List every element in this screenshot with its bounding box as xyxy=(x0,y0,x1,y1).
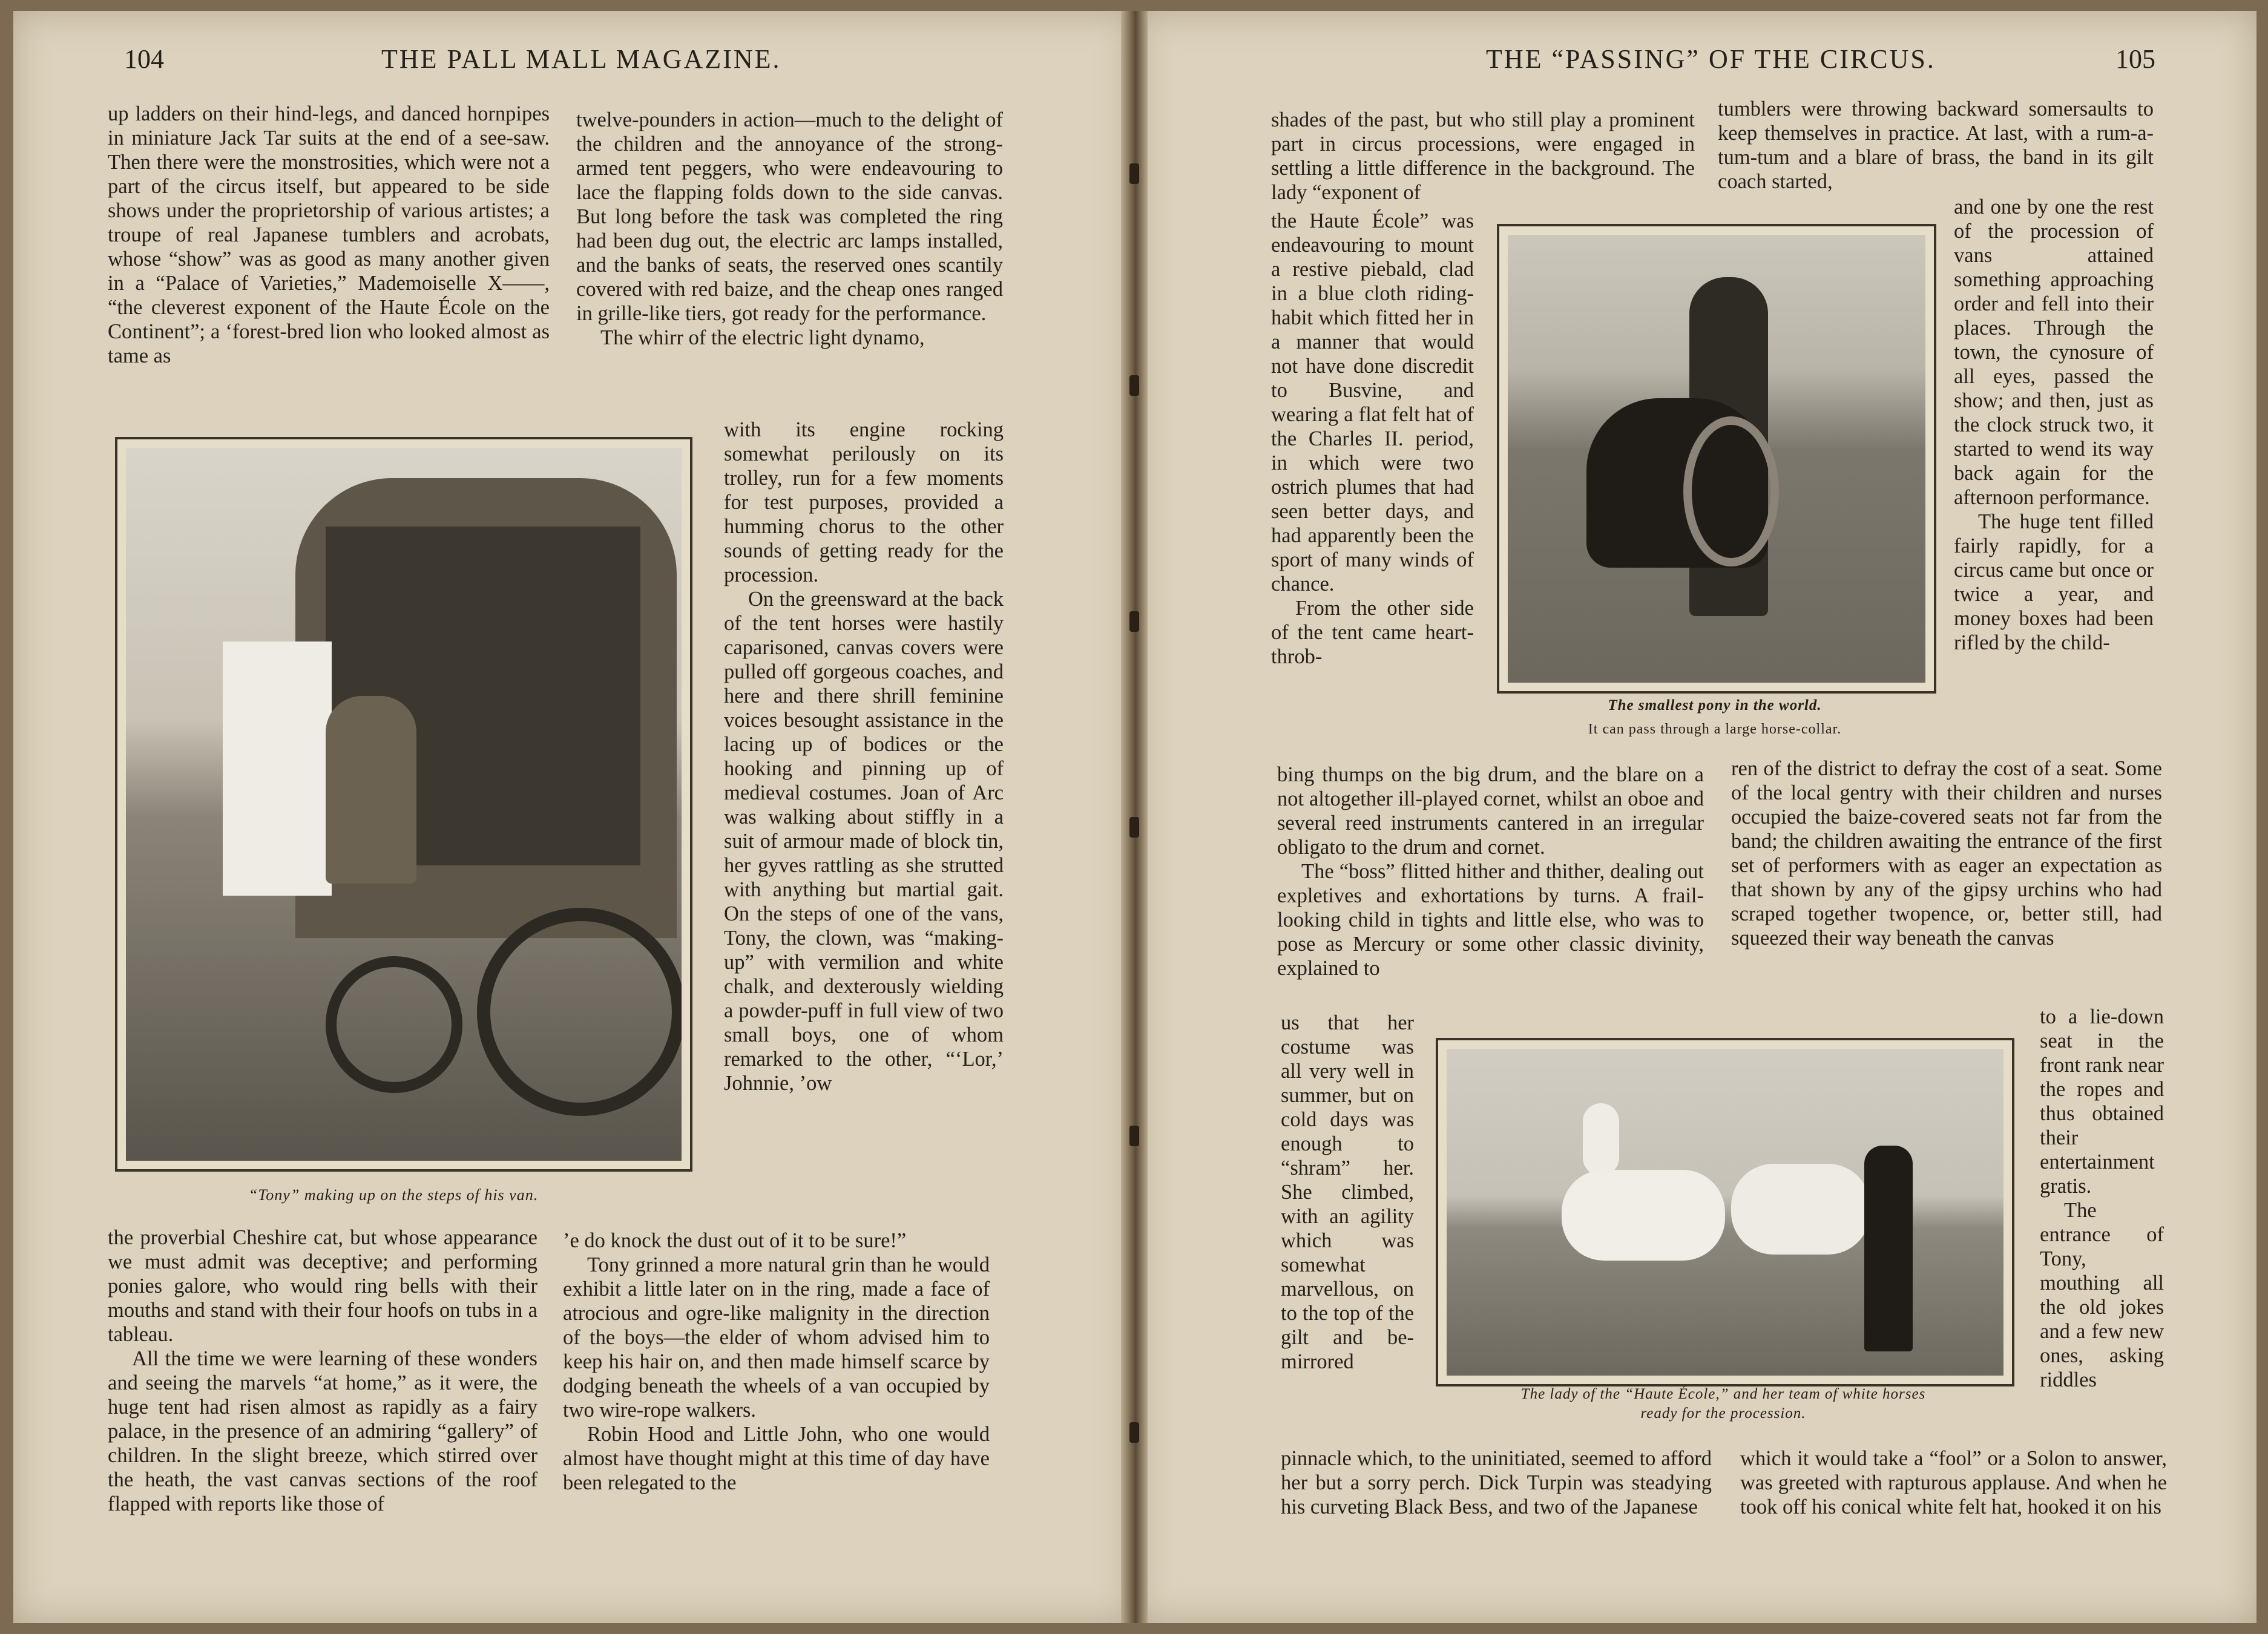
binding-stitch xyxy=(1129,817,1139,838)
right-col2-bottom: which it would take a “fool” or a Solon to answer, was greeted with rapturous applause. And when he took off his conical white felt hat, hooked it on his xyxy=(1740,1447,2167,1518)
binding-stitch xyxy=(1129,611,1139,632)
binding-stitch xyxy=(1129,1126,1139,1146)
binding-stitch xyxy=(1129,163,1139,184)
right-col1-narrow: the Haute École” was endeavouring to mount a restive piebald, clad in a blue cloth riding-habit which fitted her in a manner that would not have done discredit to Busvine, and wearing a flat felt hat of the Charles II. period, in which were two ostrich plumes that had seen better days, and had apparently been the sport of many winds of chance. From the other side of the tent came heart-throb- xyxy=(1271,209,1474,668)
left-folio: 104 xyxy=(124,44,164,74)
left-col2-narrow: with its engine rocking somewhat perilously on its trolley, run for a few moments for test purposes, provided a humming chorus to the other sounds of getting ready for the procession. On the greensward at the back of the tent horses were hastily caparisoned, canvas covers were pulled off gorgeous coaches, and here and there shrill feminine voices besought assistance in the lacing up of bodices or the hooking and pinning up of medieval costumes. Joan of Arc was walking about stiffly in a suit of armour made of block tin, her gyves rattling as she strutted with anything but martial gait. On the steps of one of the vans, Tony, the clown, was “making-up” with vermilion and white chalk, and dexterously wielding a powder-puff in full view of two small boys, one of whom remarked to the other, “‘Lor,’ Johnnie, ’ow xyxy=(724,418,1004,1095)
right-col1-mid: bing thumps on the big drum, and the blare on a not altogether ill-played cornet, whilst an oboe and several reed instruments cantered in an irregular obligato to the drum and cornet. The “boss” flitted hither and thither, dealing out expletives and exhortations by turns. A frail-looking child in tights and little else, who was to pose as Mercury or some other classic divinity, explained to xyxy=(1277,763,1704,980)
smallest-pony-image xyxy=(1508,235,1925,683)
smallest-pony-caption: The smallest pony in the world. xyxy=(1608,697,1822,714)
smallest-pony-photo xyxy=(1497,224,1936,694)
right-col1-bottom: pinnacle which, to the uninitiated, seemed to afford her but a sorry perch. Dick Turpin was steadying his curveting Black Bess, and two of the Japanese xyxy=(1281,1447,1712,1518)
haute-ecole-caption-line1: The lady of the “Haute École,” and her team of white horses xyxy=(1520,1386,1926,1402)
left-col1-bottom: the proverbial Cheshire cat, but whose appearance we must admit was deceptive; and performing ponies galore, who would ring bells with their mouths and stand with their four hoofs on tubs in a tableau. All the time we were learning of these wonders and seeing the marvels “at home,” as it were, the huge tent had risen almost as rapidly as a fairy palace, in the presence of an admiring “gallery” of children. In the slight breeze, which stirred over the heath, the vast canvas sections of the roof flapped with reports like those of xyxy=(108,1226,537,1515)
tony-van-caption: “Tony” making up on the steps of his van. xyxy=(248,1186,539,1204)
smallest-pony-subcaption: It can pass through a large horse-collar. xyxy=(1588,721,1842,737)
tony-van-image xyxy=(126,448,682,1161)
tony-van-photo xyxy=(115,437,692,1172)
right-col2-narrow: and one by one the rest of the procession of vans attained something approaching order and fell into their places. Through the town, the cynosure of all eyes, passed the show; and then, just as the clock struck two, it started to wend its way back again for the afternoon performance. The huge tent filled fairly rapidly, for a circus came but once or twice a year, and money boxes had been rifled by the child- xyxy=(1954,195,2154,654)
haute-ecole-caption-line2: ready for the procession. xyxy=(1640,1405,1806,1422)
binding-stitch xyxy=(1129,1422,1139,1443)
right-col1-narrow2: us that her costume was all very well in summer, but on cold days was enough to “shram” her. She climbed, with an agility which was somewhat marvellous, on to the top of the gilt and be-mirrored xyxy=(1281,1011,1414,1373)
right-col2-mid: ren of the district to defray the cost of a seat. Some of the local gentry with their children and nurses occupied the baize-covered seats not far from the band; the children awaiting the entrance of the first set of performers with as eager an expectation as that shown by any of the gipsy urchins who had scraped together twopence, or, better still, had squeezed their way beneath the canvas xyxy=(1731,757,2162,950)
left-col2-top: twelve-pounders in action—much to the delight of the children and the annoyance of the strong-armed tent peggers, who were endeavouring to lace the flapping folds down to the side canvas. But long before the task was completed the ring had been dug out, the electric arc lamps installed, and the banks of seats, the reserved ones scantily covered with red baize, and the cheap ones ranged in grille-like tiers, got ready for the performance. The whirr of the electric light dynamo, xyxy=(576,108,1003,349)
haute-ecole-photo xyxy=(1436,1038,2014,1386)
haute-ecole-image xyxy=(1447,1049,2003,1376)
left-col1-top: up ladders on their hind-legs, and danced hornpipes in miniature Jack Tar suits at the end of a see-saw. Then there were the monstrosities, which were not a part of the circus itself, but appeared to be side shows under the proprietorship of various artistes; a troupe of real Japanese tumblers and acrobats, whose “show” was as good as many another given in a “Palace of Varieties,” Mademoiselle X——, “the cleverest exponent of the Haute École on the Continent”; a ‘forest-bred lion who looked almost as tame as xyxy=(108,102,550,367)
right-folio: 105 xyxy=(2115,44,2155,74)
right-col2-narrow2: to a lie-down seat in the front rank near the ropes and thus obtained their entertainment gratis. The entrance of Tony, mouthing all the old jokes and a few new ones, asking riddles xyxy=(2040,1005,2164,1391)
left-col2-bottom: ’e do knock the dust out of it to be sure!” Tony grinned a more natural grin than he would exhibit a little later on in the ring, made a face of atrocious and ogre-like malignity in the direction of the boys—the elder of whom advised him to keep his hair on, and then made himself scarce by dodging beneath the wheels of a van occupied by two wire-rope walkers. Robin Hood and Little John, who one would almost have thought might at this time of day have been relegated to the xyxy=(563,1229,990,1494)
binding-stitch xyxy=(1129,375,1139,396)
right-col2-top: tumblers were throwing backward somersaults to keep themselves in practice. At last, with a rum-a-tum-tum and a blare of brass, the band in its gilt coach started, xyxy=(1718,97,2154,193)
right-col1-top: shades of the past, but who still play a prominent part in circus processions, were engaged in settling a little difference in the background. The lady “exponent of xyxy=(1271,108,1695,204)
left-running-head: THE PALL MALL MAGAZINE. xyxy=(381,44,781,74)
right-running-head: THE “PASSING” OF THE CIRCUS. xyxy=(1486,44,1936,74)
